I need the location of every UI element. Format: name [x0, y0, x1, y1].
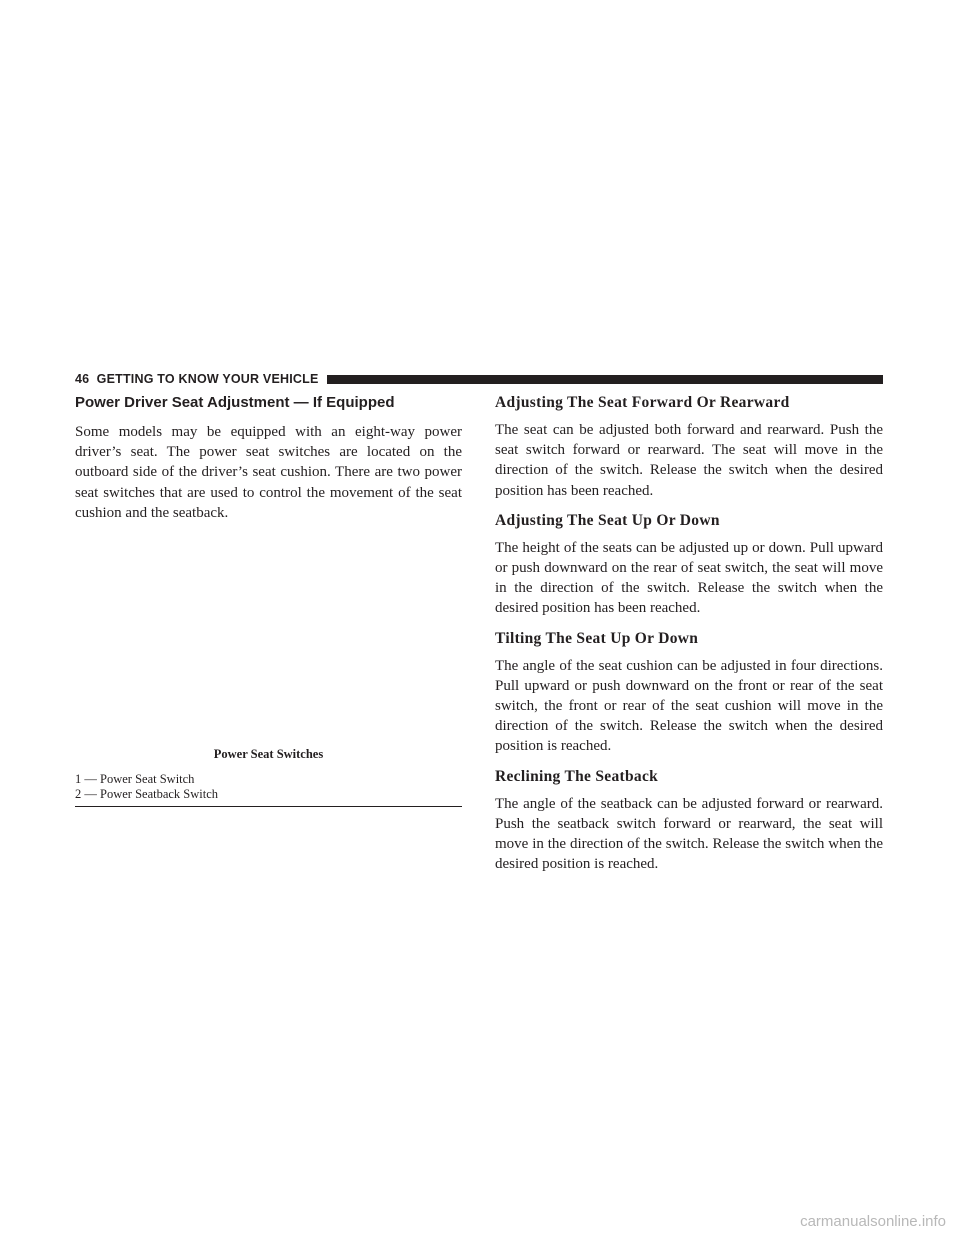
subsection-text: The height of the seats can be adjusted up or down. Pull upward or push downward on the rear of seat switch, the seat will move in the direction of the switch. Release the switch when the desired position has been reached. [495, 539, 883, 617]
subsection-text: The angle of the seat cushion can be adjusted in four directions. Pull upward or push downward on the front or rear of the seat switch, the front or rear of the seat cushion will move in the direction of the switch. Release the switch when the desired position is reached. [495, 657, 883, 755]
legend-item: 2 — Power Seatback Switch [75, 787, 219, 801]
intro-paragraph: Some models may be equipped with an eight-way power driver’s seat. The power seat switches are located on the outboard side of the driver’s seat cushion. There are two power seat switches that are used to control the movement of the seat cushion and the seatback. [75, 424, 462, 521]
legend-rule [75, 806, 462, 807]
subsection-text: The seat can be adjusted both forward and rearward. Push the seat switch forward or rearward. The seat will move in the direction of the switch. Release the switch when the desired position has been reached. [495, 422, 883, 499]
watermark: carmanualsonline.info [0, 1213, 960, 1237]
figure-area [75, 520, 462, 740]
header-rule [327, 375, 884, 384]
legend-item: 1 — Power Seat Switch [75, 772, 195, 786]
header-label [75, 372, 327, 386]
section-heading: Power Driver Seat Adjustment — If Equipped [75, 394, 395, 411]
left-column [75, 393, 462, 533]
right-column [495, 393, 883, 884]
figure-legend [75, 772, 462, 802]
subsection-heading: Adjusting The Seat Forward Or Rearward [495, 394, 790, 411]
page-number: 46 [75, 372, 90, 386]
subsection-heading: Reclining The Seatback [495, 767, 659, 785]
section-title: GETTING TO KNOW YOUR VEHICLE [96, 372, 319, 386]
page-header [75, 371, 883, 387]
figure-caption: Power Seat Switches [213, 747, 324, 761]
subsection-heading: Adjusting The Seat Up Or Down [495, 511, 720, 529]
subsection-heading: Tilting The Seat Up Or Down [495, 629, 699, 647]
subsection-text: The angle of the seatback can be adjusted forward or rearward. Push the seatback switch forward or rearward, the seat will move in the direction of the switch. Release the switch when the desired position is reached. [495, 795, 883, 873]
